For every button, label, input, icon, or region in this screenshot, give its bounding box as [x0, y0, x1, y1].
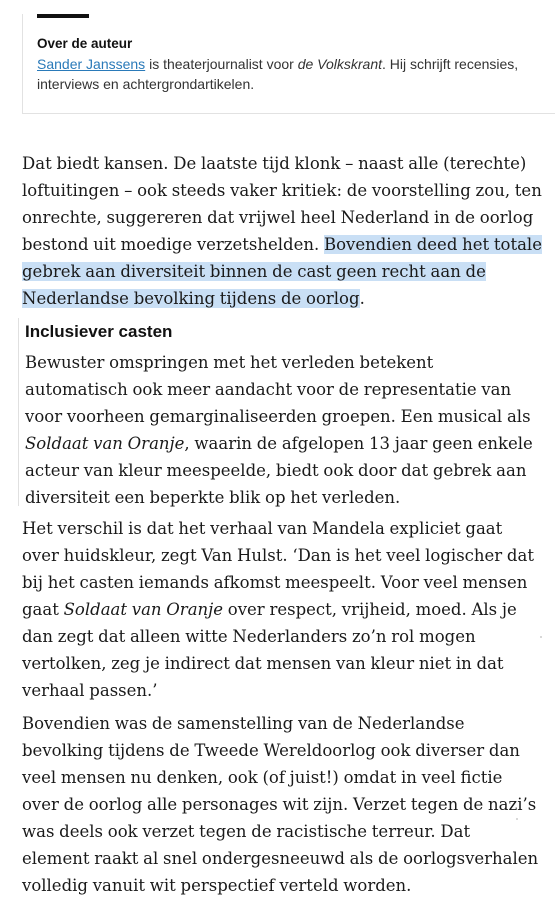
author-name-link[interactable]: Sander Janssens	[37, 56, 146, 72]
paragraph-kansen-end: .	[359, 289, 365, 308]
scroll-speck-2	[516, 818, 518, 820]
paragraph-mandela-text-2: over respect, vrijheid, moed. Als je dan zegt dat alleen witte Nederlanders zo’n rol mogen vertolken, zeg je indirect dat mensen van kleur niet in dat verhaal passen.’	[22, 600, 517, 700]
highlighted-text[interactable]: Bovendien deed het totale gebrek aan diversiteit binnen de cast geen recht aan de Nederlandse bevolking tijdens de oorlog	[22, 235, 542, 308]
section-heading: Inclusiever casten	[25, 322, 173, 341]
paragraph-mandela	[22, 515, 540, 704]
author-publication: de Volkskrant	[297, 56, 383, 72]
author-bio-text-1: is theaterjournalist voor	[145, 56, 298, 72]
paragraph-representatie-text-2: , waarin de afgelopen 13 jaar geen enkele acteur van kleur meespeelde, biedt ook door dat gebrek aan diversiteit een beperkte blik op het verleden.	[25, 434, 533, 507]
scroll-speck	[540, 636, 542, 638]
author-box-accent-bar	[37, 14, 89, 18]
musical-title-2: Soldaat van Oranje	[63, 600, 224, 619]
musical-title: Soldaat van Oranje	[25, 434, 185, 453]
author-box	[22, 14, 555, 114]
author-bio-text-2: . Hij schrijft recensies, interviews en achtergrondartikelen.	[37, 56, 519, 92]
paragraph-kansen	[22, 150, 542, 312]
paragraph-bevolking: Bovendien was de samenstelling van de Nederlandse bevolking tijdens de Tweede Wereldoorlog ook diverser dan veel mensen nu denken, ook (of juist!) omdat in veel fictie over de oorlog alle personages wit zijn. Verzet tegen de nazi’s was deels ook verzet tegen de racistische terreur. Dat element raakt al snel ondergesneeuwd als de oorlogsverhalen volledig vanuit wit perspectief verteld worden.	[22, 714, 539, 895]
paragraph-representatie	[25, 349, 540, 511]
author-bio	[37, 54, 555, 94]
paragraph-kansen-text: Dat biedt kansen. De laatste tijd klonk – naast alle (terechte) loftuitingen – ook steeds vaker kritiek: de voorstelling zou, ten onrechte, suggereren dat vrijwel heel Nederland in de oorlog bestond uit moedige verzetshelden.	[22, 154, 542, 254]
section-divider-line	[18, 318, 19, 506]
paragraph-mandela-text-1: Het verschil is dat het verhaal van Mandela expliciet gaat over huidskleur, zegt Van Hulst. ‘Dan is het veel logischer dat bij het casten iemands afkomst meespeelt. Voor veel mensen gaat	[22, 519, 534, 619]
paragraph-representatie-text-1: Bewuster omspringen met het verleden betekent automatisch ook meer aandacht voor de representatie van voor voorheen gemarginaliseerden groepen. Een musical als	[25, 353, 531, 426]
author-heading: Over de auteur	[37, 36, 133, 51]
